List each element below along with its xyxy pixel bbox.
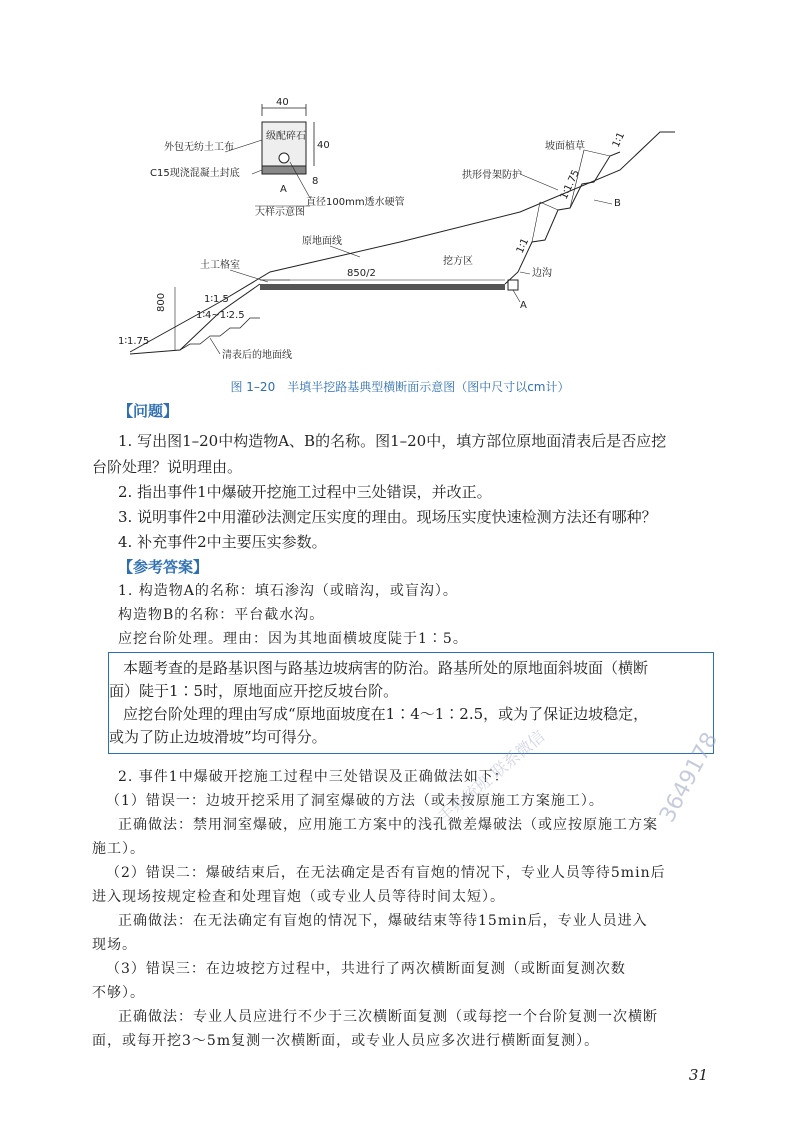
geocell-label: 土工格室: [200, 260, 240, 271]
answers-header: 【参考答案】: [118, 558, 209, 576]
dim-8: 8: [312, 176, 319, 187]
geotextile-label: 外包无纺土工布: [164, 142, 234, 153]
answer-b11: 正确做法：专业人员应进行不少于三次横断面复测（或每挖一个台阶复测一次横断: [118, 1009, 658, 1025]
dim-800: 800: [156, 292, 167, 312]
answer-b4: 施工）。: [92, 841, 145, 857]
slope-grass-label: 坡面植草: [545, 141, 585, 152]
detail-a-mark: A: [280, 184, 287, 195]
question-1: 1. 写出图1–20中构造物A、B的名称。图1–20中，填方部位原地面清表后是否应挖: [118, 432, 667, 450]
mark-b: B: [614, 198, 621, 209]
question-1-cont: 台阶处理？说明理由。: [92, 458, 243, 476]
slope-right-2: 1∶1.75: [558, 168, 582, 202]
answer-b2: （1）错误一：边坡开挖采用了洞室爆破的方法（或未按原施工方案施工）。: [106, 793, 604, 809]
question-2: 2. 指出事件1中爆破开挖施工过程中三处错误，并改正。: [118, 483, 492, 501]
answer-b12: 面，或每开挖3～5m复测一次横断面，或专业人员应多次进行横断面复测）。: [92, 1033, 600, 1049]
explanation-box: [108, 652, 714, 754]
watermark-number: 3649178: [655, 728, 724, 827]
side-ditch: [508, 280, 518, 290]
answer-b10: 不够）。: [92, 985, 145, 1001]
dim-40-side: 40: [317, 140, 330, 151]
dim-40-top: 40: [276, 97, 289, 108]
c15-seal-label: C15现浇混凝土封底: [150, 168, 240, 179]
watermark-text: 一手系统班 联系微信: [421, 726, 549, 837]
slope-right-1: 1∶1: [610, 130, 628, 150]
detail-a-title: 大样示意图: [255, 207, 305, 218]
answer-b1: 2. 事件1中爆破开挖施工过程中三处错误及正确做法如下：: [118, 769, 509, 785]
page-number: 31: [688, 1066, 708, 1084]
note-line-3: 应挖台阶处理的理由写成“原地面坡度在1∶4～1∶2.5，或为了保证边坡稳定，: [123, 705, 649, 723]
question-3: 3. 说明事件2中用灌砂法测定压实度的理由。现场压实度快速检测方法还有哪种？: [118, 508, 657, 526]
slope-1-1-75: 1∶1.75: [118, 336, 150, 347]
original-ground-label: 原地面线: [302, 236, 342, 247]
answer-b7: 正确做法：在无法确定有盲炮的情况下，爆破结束等待15min后，专业人员进入: [118, 913, 648, 929]
arch-protect-label: 拱形骨架防护: [462, 170, 522, 181]
cut-zone-label: 挖方区: [443, 256, 473, 267]
note-line-4: 或为了防止边坡滑坡”均可得分。: [109, 728, 327, 746]
pipe-label: 直径100mm透水硬管: [306, 197, 405, 208]
gravel-label: 级配碎石: [266, 131, 306, 142]
questions-header: 【问题】: [118, 402, 179, 420]
figure-caption: 图 1–20 半填半挖路基典型横断面示意图（图中尺寸以cm计）: [230, 380, 570, 394]
mark-a: A: [520, 300, 527, 311]
answer-b3: 正确做法：禁用洞室爆破，应用施工方案中的浅孔微差爆破法（或应按原施工方案: [118, 817, 658, 833]
cut-slope: [505, 152, 620, 284]
answer-b6: 进入现场按规定检查和处理盲炮（或专业人员等待时间太短）。: [92, 889, 505, 905]
fill-steps: [180, 318, 260, 350]
cross-section-diagram: [100, 92, 720, 382]
road-surface: [260, 284, 505, 290]
slope-right-3: 1∶1: [514, 236, 532, 256]
answer-b9: （3）错误三：在边坡挖方过程中，共进行了两次横断面复测（或断面复测次数: [106, 961, 626, 977]
answer-b8: 现场。: [92, 937, 137, 953]
question-4: 4. 补充事件2中主要压实参数。: [118, 533, 327, 551]
note-line-1: 本题考查的是路基识图与路基边坡病害的防治。路基所处的原地面斜坡面（横断: [123, 659, 649, 677]
cleared-ground-label: 清表后的地面线: [222, 350, 292, 361]
cross-section-figure: [100, 92, 720, 382]
slope-1-4-2-5: 1∶4~1∶2.5: [196, 310, 245, 321]
answer-1: 1. 构造物A的名称：填石渗沟（或暗沟，或盲沟）。: [118, 583, 458, 599]
note-line-2: 面）陡于1∶5时，原地面应开挖反坡台阶。: [109, 682, 399, 700]
answer-2: 构造物B的名称：平台截水沟。: [118, 607, 325, 623]
dim-850: 850/2: [347, 268, 376, 279]
slope-1-1-5: 1∶1.5: [204, 294, 229, 305]
answer-3: 应挖台阶处理。理由：因为其地面横坡度陡于1∶5。: [118, 631, 468, 647]
side-ditch-label: 边沟: [532, 268, 552, 279]
answer-b5: （2）错误二：爆破结束后，在无法确定是否有盲炮的情况下，专业人员等待5min后: [106, 865, 666, 881]
